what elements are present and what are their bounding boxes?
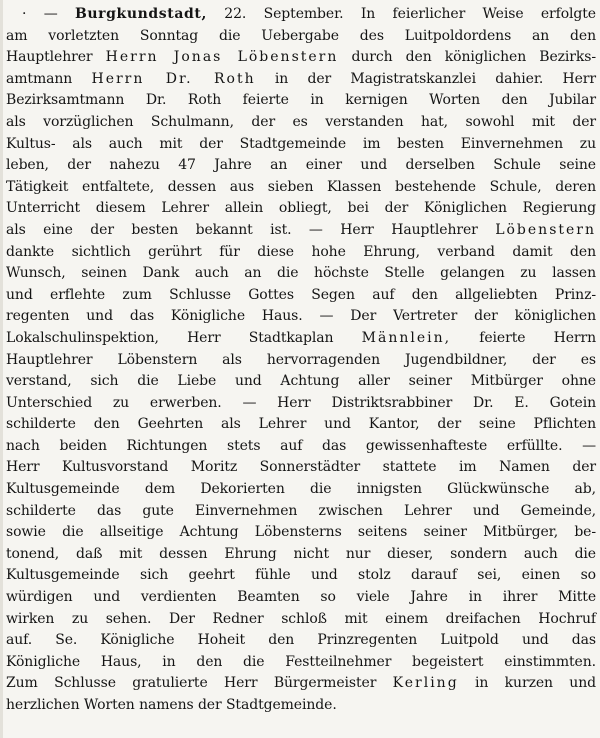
article-line: [6, 177, 596, 199]
line-text: leben, der nahezu 47 Jahre an einer und derselben Schule seine: [6, 157, 596, 174]
line-text: verstand, sich die Liebe und Achtung aller seiner Mitbürger ohne: [6, 373, 596, 390]
article-line: [6, 393, 596, 415]
article-line: [6, 90, 596, 112]
line-text: herzlichen Worten namens der Stadtgemeinde.: [6, 697, 337, 713]
article-line: [6, 630, 596, 652]
article-line: [6, 371, 596, 393]
article-line: [6, 457, 596, 479]
article-line: [6, 587, 596, 609]
line-text: Herr Kultusvorstand Moritz Sonnerstädter stattete im Namen der: [6, 459, 596, 476]
article-line: [6, 673, 596, 695]
line-text: würdigen und verdienten Beamten so viele Jahre in ihrer Mitte: [6, 589, 596, 606]
line-text: und erflehte zum Schlusse Gottes Segen auf den allgeliebten Prinz-: [6, 286, 596, 303]
article-line: [6, 695, 596, 717]
article-line: [6, 263, 596, 285]
line-text: dankte sichtlich gerührt für diese hohe Ehrung, verband damit den: [6, 243, 596, 260]
line-text: nach beiden Richtungen stets auf das gewissenhafteste erfüllte. —: [6, 437, 596, 454]
emphasized-name: Herrn Dr. Roth: [91, 70, 256, 87]
emphasized-name: Herrn Jonas Löbenstern: [105, 49, 339, 66]
line-text: Kultus- als auch mit der Stadtgemeinde im besten Einvernehmen zu: [6, 135, 596, 152]
article-line: [6, 242, 596, 264]
line-text: tonend, daß mit dessen Ehrung nicht nur dieser, sondern auch die: [6, 545, 596, 562]
line-text-pre: Hauptlehrer: [6, 49, 106, 66]
article-line: [6, 26, 596, 48]
emphasized-name: Männlein,: [361, 329, 452, 346]
emphasized-name: Löbenstern: [495, 221, 596, 238]
line-text: Königliche Haus, in den die Festteilnehmer begeistert einstimmten.: [6, 653, 596, 670]
line-text: Wunsch, seinen Dank auch an die höchste Stelle gelangen zu lassen: [6, 265, 596, 282]
line-text-pre: als eine der besten bekannt ist. — Herr Hauptlehrer: [6, 221, 496, 238]
article-line: [6, 522, 596, 544]
article-column: [6, 4, 596, 717]
line-text-pre: Lokalschulinspektion, Herr Stadtkaplan: [6, 329, 362, 346]
scan-edge: [0, 0, 3, 738]
line-text: am vorletzten Sonntag die Uebergabe des Luitpoldordens an den: [6, 27, 596, 44]
line-text: Bezirksamtmann Dr. Roth feierte in kernigen Worten den Jubilar: [6, 92, 596, 109]
article-line: [6, 198, 596, 220]
line-text: als vorzüglichen Schulmann, der es verstanden hat, sowohl mit der: [6, 113, 596, 130]
article-line: [6, 414, 596, 436]
line-text-pre: Zum Schlusse gratulierte Herr Bürgermeister: [6, 675, 393, 692]
article-line: [6, 155, 596, 177]
line-text: Unterschied zu erwerben. — Herr Distriktsrabbiner Dr. E. Gotein: [6, 394, 596, 411]
article-line: [6, 285, 596, 307]
line-text: schilderte den Geehrten als Lehrer und Kantor, der seine Pflichten: [6, 416, 596, 433]
line-text: Unterricht diesem Lehrer allein obliegt, bei der Königlichen Regierung: [6, 200, 596, 217]
line-text: auf. Se. Königliche Hoheit den Prinzregenten Luitpold und das: [6, 632, 596, 649]
line-text: wirken zu sehen. Der Redner schloß mit einem dreifachen Hochruf: [6, 610, 596, 627]
line-text: Hauptlehrer Löbenstern als hervorragenden Jugendbildner, der es: [6, 351, 596, 368]
line-text-post: durch den königlichen Bezirks-: [338, 49, 596, 66]
line-text-post: feierte Herrn: [451, 329, 597, 346]
dateline-place: Burgkundstadt,: [74, 6, 207, 22]
article-line: [6, 47, 596, 69]
line-text-post: in kurzen und: [458, 675, 596, 692]
line-text: regenten und das Königliche Haus. — Der Vertreter der königlichen: [6, 308, 596, 325]
article-line: [6, 436, 596, 458]
line-text-post: 22. September. In feierlicher Weise erfolgte: [206, 6, 596, 22]
line-text: schilderte das gute Einvernehmen zwischen Lehrer und Gemeinde,: [6, 502, 596, 519]
line-text-post: in der Magistratskanzlei dahier. Herr: [255, 70, 596, 87]
emphasized-name: Kerling: [392, 675, 459, 692]
line-text: Kultusgemeinde sich geehrt fühle und stolz darauf sei, einen so: [6, 567, 596, 584]
article-line: [6, 609, 596, 631]
article-line: [6, 4, 596, 26]
line-text-pre: amtmann: [6, 70, 92, 87]
line-text: sowie die allseitige Achtung Löbensterns seitens seiner Mitbürger, be-: [6, 524, 596, 541]
article-line: [6, 544, 596, 566]
article-line: [6, 501, 596, 523]
line-text-pre: · —: [22, 6, 75, 22]
line-text: Kultusgemeinde dem Dekorierten die innigsten Glückwünsche ab,: [6, 481, 596, 498]
article-line: [6, 565, 596, 587]
article-line: [6, 69, 596, 91]
line-text: Tätigkeit entfaltete, dessen aus sieben Klassen bestehende Schule, deren: [6, 178, 596, 195]
article-line: [6, 112, 596, 134]
article-line: [6, 220, 596, 242]
article-line: [6, 479, 596, 501]
article-line: [6, 328, 596, 350]
article-line: [6, 134, 596, 156]
article-line: [6, 306, 596, 328]
article-line: [6, 350, 596, 372]
article-line: [6, 652, 596, 674]
